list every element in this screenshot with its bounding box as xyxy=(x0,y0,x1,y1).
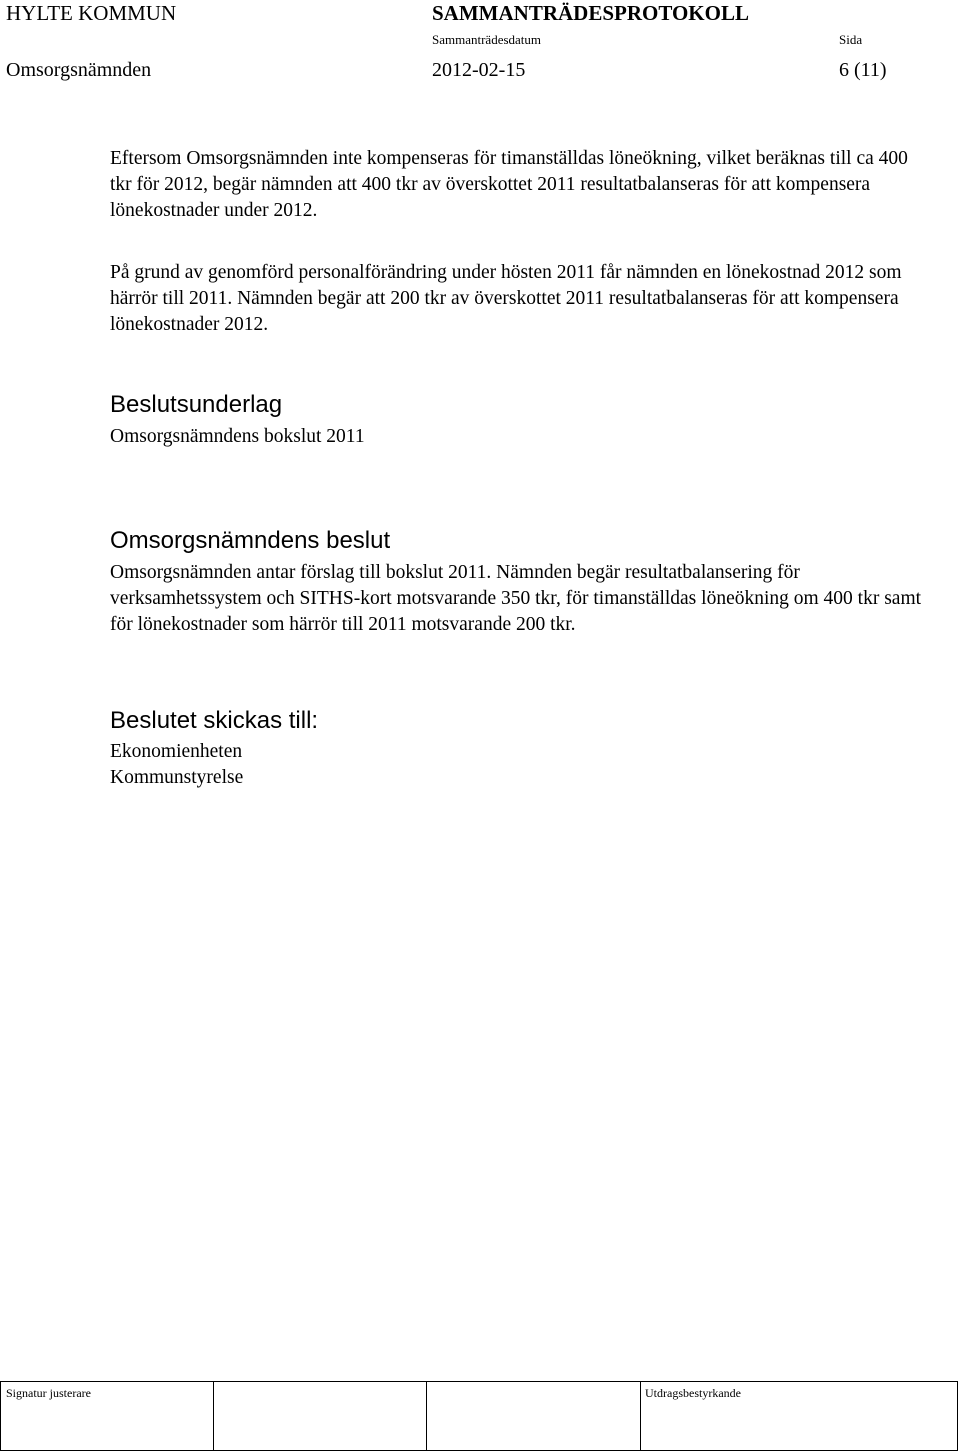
organization-name: HYLTE KOMMUN xyxy=(6,1,177,25)
table-divider xyxy=(213,1382,214,1450)
meeting-date-label: Sammanträdesdatum xyxy=(432,32,542,47)
signature-label: Signatur justerare xyxy=(6,1386,91,1400)
table-divider xyxy=(0,1382,1,1450)
page-number: 6 (11) xyxy=(839,59,887,81)
paragraph: På grund av genomförd personalförändring under hösten 2011 får nämnden en lönekostnad 2012 som härrör till 2011. Nämnden begär att 200 tkr av överskottet 2011 resultatbalanseras för att kompensera lönekostnader 2012. xyxy=(110,262,902,335)
document-title: SAMMANTRÄDESPROTOKOLL xyxy=(432,1,749,25)
page-label: Sida xyxy=(839,32,863,47)
decision-heading: Omsorgsnämndens beslut xyxy=(110,527,391,554)
basis-text: Omsorgsnämndens bokslut 2011 xyxy=(110,426,365,447)
basis-heading: Beslutsunderlag xyxy=(110,391,283,418)
recipient-item: Ekonomienheten xyxy=(110,741,243,762)
department-name: Omsorgsnämnden xyxy=(6,59,152,81)
extract-label: Utdragsbestyrkande xyxy=(645,1386,741,1400)
meeting-date: 2012-02-15 xyxy=(432,59,526,81)
recipient-item: Kommunstyrelse xyxy=(110,767,244,788)
decision-text: Omsorgsnämnden antar förslag till bokslut 2011. Nämnden begär resultatbalansering för verksamhetssystem och SITHS-kort motsvarande 350 tkr, för timanställdas löneökning om 400 tkr samt för lönekostnader som härrör till 2011 motsvarande 200 tkr. xyxy=(110,562,922,635)
signature-table xyxy=(0,1381,958,1451)
table-divider xyxy=(426,1382,427,1450)
recipients-heading: Beslutet skickas till: xyxy=(110,707,319,734)
table-divider xyxy=(640,1382,641,1450)
paragraph: Eftersom Omsorgsnämnden inte kompenseras för timanställdas löneökning, vilket beräknas till ca 400 tkr för 2012, begär nämnden att 400 tkr av överskottet 2011 resultatbalanseras för att kompensera lönekostnader under 2012. xyxy=(110,148,908,221)
